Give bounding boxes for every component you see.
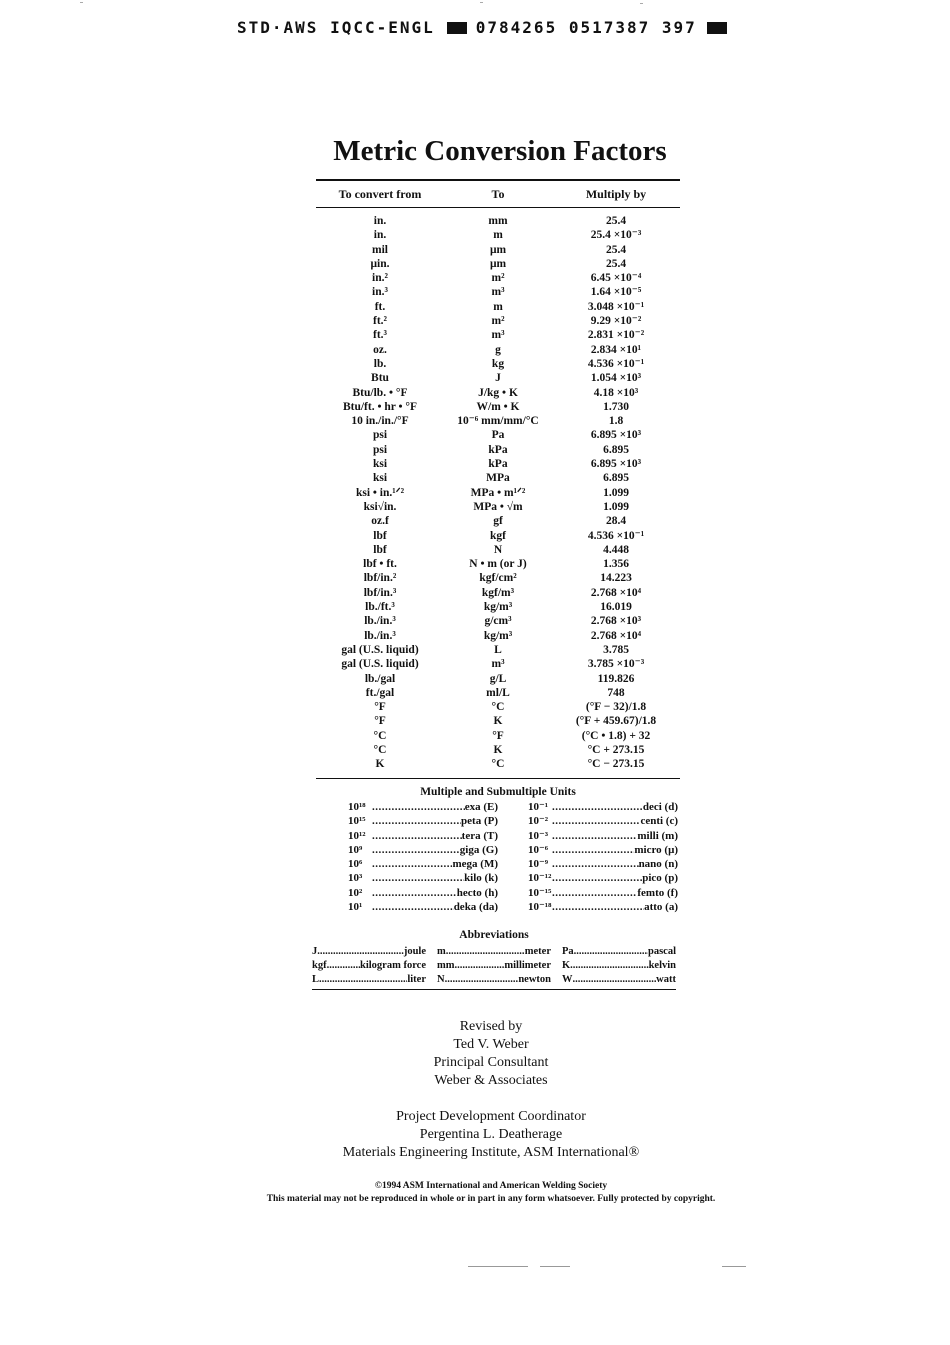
prefix-power: 10⁻¹ [528, 801, 549, 813]
from-unit: °F [374, 715, 386, 728]
from-unit: lbf [373, 529, 387, 542]
dot-leader [552, 814, 640, 828]
table-row [316, 314, 680, 328]
to-unit: N • m (or J) [469, 558, 527, 571]
prefix-power: 10⁻¹⁵ [528, 886, 552, 899]
from-unit: oz. [373, 343, 387, 356]
table-row [316, 371, 680, 385]
prefix-power: 10¹² [348, 829, 366, 842]
to-unit: m³ [491, 286, 505, 299]
multiply-factor: 25.4 [605, 215, 627, 227]
from-unit: lbf • ft. [363, 558, 397, 571]
prefix-name: nano (n) [638, 858, 678, 871]
table-row [316, 529, 680, 543]
abbreviation-row [437, 959, 551, 973]
abbreviation-row [562, 959, 676, 973]
multiply-factor: 2.768 ×10⁴ [590, 586, 642, 599]
table-row [316, 400, 680, 414]
scan-mark [480, 2, 483, 3]
to-unit: m² [491, 315, 505, 328]
to-unit: gf [493, 515, 503, 528]
from-unit: lbf/in.³ [363, 586, 397, 599]
prefix-row [528, 814, 678, 828]
to-unit: μm [489, 257, 507, 270]
from-unit: lb./in.³ [364, 615, 396, 628]
multiples-column-left [348, 800, 498, 914]
abbreviations-section [312, 928, 676, 990]
prefix-name: atto (a) [644, 901, 678, 914]
from-unit: in.² [372, 272, 388, 285]
abbreviation-symbol: N [437, 974, 445, 985]
table-row [316, 486, 680, 500]
from-unit: oz.f [371, 515, 389, 528]
multiply-factor: 1.054 ×10³ [590, 372, 642, 385]
multiply-factor: 6.895 ×10³ [590, 458, 642, 471]
abbreviation-symbol: K [562, 960, 571, 971]
dot-leader [372, 857, 452, 871]
prefix-power: 10⁻¹⁸ [528, 901, 552, 914]
black-block-mark [707, 22, 727, 34]
table-row [316, 600, 680, 614]
prefix-row [348, 886, 498, 900]
to-unit: g [495, 343, 501, 356]
dot-leader [552, 800, 643, 814]
abbreviation-symbol: W [562, 974, 573, 985]
abbreviation-row [562, 973, 676, 987]
from-unit: in.³ [372, 286, 388, 299]
to-unit: Pa [491, 429, 505, 442]
from-unit: lb./ft.³ [365, 601, 395, 614]
to-unit: μm [489, 243, 507, 256]
abbreviation-symbol: J [312, 946, 318, 957]
multiply-factor: (°C • 1.8) + 32 [581, 729, 651, 742]
multiply-factor: 6.45 ×10⁻⁴ [590, 272, 642, 285]
dot-leader [552, 829, 637, 843]
coordinator-organization: Materials Engineering Institute, ASM International® [342, 1145, 640, 1160]
prefix-power: 10⁶ [348, 858, 363, 871]
from-unit: lb. [373, 357, 387, 370]
reviser-name: Ted V. Weber [453, 1037, 529, 1052]
abbreviation-name: newton [518, 974, 551, 985]
dot-leader [455, 959, 505, 973]
table-row [316, 271, 680, 285]
prefix-name: deci (d) [642, 801, 678, 813]
to-unit: J/kg • K [478, 386, 518, 399]
prefix-name: kilo (k) [464, 872, 498, 885]
from-unit: Btu [371, 372, 389, 385]
prefix-name: giga (G) [459, 843, 498, 856]
prefix-power: 10¹ [348, 901, 363, 914]
table-row [316, 571, 680, 585]
reproduction-notice: This material may not be reproduced in whole or in part in any form whatsoever. Fully protected by copyright. [266, 1194, 716, 1204]
table-row [316, 285, 680, 299]
multiples-column-right [528, 800, 678, 914]
prefix-power: 10¹⁸ [348, 801, 366, 813]
table-row [316, 614, 680, 628]
multiple-units-heading: Multiple and Submultiple Units [420, 786, 576, 798]
abbreviation-name: watt [656, 974, 676, 985]
multiply-factor: 6.895 [603, 443, 629, 456]
dot-leader [372, 800, 465, 814]
table-row [316, 428, 680, 442]
table-row [316, 386, 680, 400]
abbreviation-symbol: Pa [562, 946, 574, 957]
from-unit: °C [373, 729, 387, 742]
dot-leader [446, 945, 525, 959]
multiply-factor: 16.019 [600, 601, 632, 614]
reviser-title: Principal Consultant [433, 1055, 549, 1070]
dot-leader [372, 871, 464, 885]
header-multiply: Multiply by [585, 187, 647, 201]
to-unit: kgf [490, 529, 506, 542]
document-code-left: STD·AWS IQCC-ENGL [237, 18, 435, 37]
to-unit: kg/m³ [483, 601, 513, 614]
prefix-name: hecto (h) [456, 886, 498, 899]
multiply-factor: 2.768 ×10³ [590, 615, 642, 628]
abbreviation-column [437, 945, 551, 987]
prefix-power: 10² [348, 886, 363, 899]
to-unit: °C [491, 758, 505, 771]
header-from: To convert from [338, 187, 422, 201]
header-to: To [491, 187, 505, 201]
from-unit: μin. [370, 257, 390, 270]
to-unit: kg [491, 357, 505, 370]
multiply-factor: 4.448 [603, 543, 629, 556]
multiply-factor: 1.099 [603, 500, 629, 513]
table-row [316, 743, 680, 757]
to-unit: ml/L [486, 686, 510, 699]
prefix-name: pico (p) [642, 872, 678, 885]
document-code-header [237, 18, 727, 37]
multiply-factor: 3.785 ×10⁻³ [587, 658, 645, 671]
prefix-row [528, 857, 678, 871]
dot-leader [552, 871, 642, 885]
prefix-row [528, 800, 678, 814]
multiply-factor: 6.895 [603, 472, 629, 485]
abbreviation-name: pascal [647, 946, 676, 957]
from-unit: lbf [373, 543, 387, 556]
coordinator-title: Project Development Coordinator [396, 1109, 586, 1124]
prefix-row [528, 900, 678, 914]
abbreviations-heading: Abbreviations [459, 929, 529, 941]
multiple-units-section [316, 785, 680, 914]
multiply-factor: (°F − 32)/1.8 [585, 701, 647, 714]
to-unit: N [493, 543, 503, 556]
multiply-factor: 1.099 [603, 486, 629, 499]
prefix-name: peta (P) [461, 815, 498, 828]
from-unit: °C [373, 743, 387, 756]
scan-mark [80, 2, 83, 3]
prefix-name: exa (E) [464, 801, 498, 813]
to-unit: L [494, 643, 502, 656]
multiply-factor: 1.730 [603, 400, 629, 413]
prefix-name: mega (M) [452, 858, 498, 871]
dot-leader [372, 886, 457, 900]
multiply-factor: 2.768 ×10⁴ [590, 629, 642, 642]
abbreviation-column [312, 945, 426, 987]
prefix-name: tera (T) [461, 829, 498, 842]
to-unit: °C [491, 701, 505, 714]
table-row [316, 557, 680, 571]
prefix-row [348, 829, 498, 843]
scan-mark [540, 1266, 570, 1267]
prefix-row [528, 829, 678, 843]
abbreviations-grid [312, 945, 676, 987]
to-unit: K [493, 743, 503, 756]
abbreviation-name: liter [407, 974, 426, 985]
dot-leader [552, 900, 644, 914]
prefix-name: femto (f) [637, 886, 678, 899]
to-unit: m [493, 300, 503, 313]
from-unit: ft.³ [373, 329, 387, 342]
to-unit: kPa [488, 458, 508, 471]
prefix-power: 10³ [348, 872, 363, 885]
to-unit: kg/m³ [483, 629, 513, 642]
prefix-row [348, 800, 498, 814]
abbreviation-name: kilogram force [360, 960, 426, 971]
from-unit: in. [373, 215, 387, 227]
dot-leader [574, 945, 648, 959]
prefix-power: 10⁻⁹ [528, 858, 549, 871]
scan-mark [468, 1266, 528, 1267]
from-unit: °F [374, 701, 386, 714]
table-row [316, 343, 680, 357]
multiply-factor: 3.785 [603, 643, 629, 656]
multiply-factor: 4.536 ×10⁻¹ [587, 529, 645, 542]
to-unit: K [493, 715, 503, 728]
multiply-factor: 25.4 [605, 257, 627, 270]
conversion-table-body [316, 214, 680, 772]
abbreviation-symbol: L [312, 974, 320, 985]
table-row [316, 300, 680, 314]
abbreviation-column [562, 945, 676, 987]
from-unit: ft./gal [365, 686, 395, 699]
abbreviation-row [312, 959, 426, 973]
abbreviation-row [437, 945, 551, 959]
conversion-table-header [316, 181, 680, 208]
multiply-factor: 9.29 ×10⁻² [590, 315, 642, 328]
conversion-table [316, 179, 680, 779]
multiply-factor: 14.223 [600, 572, 632, 585]
from-unit: lb./gal [364, 672, 396, 685]
from-unit: gal (U.S. liquid) [341, 658, 419, 671]
prefix-name: milli (m) [637, 829, 678, 842]
multiply-factor: 1.64 ×10⁻⁵ [590, 286, 642, 299]
table-row [316, 243, 680, 257]
coordinator-name: Pergentina L. Deatherage [419, 1127, 563, 1142]
dot-leader [317, 945, 404, 959]
to-unit: m [493, 229, 503, 242]
table-row [316, 729, 680, 743]
to-unit: m² [491, 272, 505, 285]
prefix-power: 10⁻² [528, 815, 549, 828]
to-unit: J [495, 372, 501, 385]
prefix-power: 10⁹ [348, 843, 363, 856]
scan-mark [722, 1266, 746, 1267]
abbreviation-symbol: m [437, 946, 446, 957]
from-unit: lb./in.³ [364, 629, 396, 642]
table-row [316, 714, 680, 728]
from-unit: lbf/in.² [363, 572, 397, 585]
abbreviation-row [437, 973, 551, 987]
copyright-line: ©1994 ASM International and American Welding Society [374, 1181, 608, 1191]
from-unit: psi [372, 429, 388, 442]
prefix-row [348, 857, 498, 871]
prefix-power: 10⁻⁶ [528, 843, 549, 856]
credits-block [0, 1018, 950, 1162]
prefix-row [528, 886, 678, 900]
dot-leader [372, 900, 454, 914]
to-unit: m³ [491, 658, 505, 671]
table-row [316, 629, 680, 643]
prefix-power: 10¹⁵ [348, 815, 366, 828]
from-unit: ksi√in. [363, 500, 397, 513]
dot-leader [552, 843, 634, 857]
from-unit: ksi • in.¹ᐟ² [355, 486, 405, 499]
from-unit: 10 in./in./°F [351, 415, 409, 428]
dot-leader [372, 829, 462, 843]
to-unit: g/L [489, 672, 507, 685]
table-row [316, 471, 680, 485]
to-unit: mm [488, 215, 508, 227]
table-row [316, 328, 680, 342]
table-row [316, 414, 680, 428]
from-unit: gal (U.S. liquid) [341, 643, 419, 656]
table-row [316, 500, 680, 514]
from-unit: psi [372, 443, 388, 456]
dot-leader [573, 973, 657, 987]
multiply-factor: 1.356 [603, 558, 629, 571]
dot-leader [552, 857, 639, 871]
multiply-factor: 4.18 ×10³ [593, 386, 639, 399]
to-unit: MPa • m¹ᐟ² [470, 486, 526, 499]
prefix-power: 10⁻³ [528, 829, 549, 842]
prefix-power: 10⁻¹² [528, 872, 552, 885]
multiply-factor: 748 [607, 686, 625, 699]
table-divider [312, 989, 676, 990]
multiply-factor: °C + 273.15 [587, 743, 645, 756]
multiply-factor: 1.8 [608, 415, 624, 428]
from-unit: in. [373, 229, 387, 242]
from-unit: Btu/lb. • °F [352, 386, 408, 399]
multiply-factor: (°F + 459.67)/1.8 [575, 715, 657, 728]
abbreviation-symbol: kgf [312, 960, 327, 971]
document-code-number: 0784265 0517387 397 [475, 18, 697, 37]
prefix-row [528, 871, 678, 885]
table-row [316, 643, 680, 657]
table-row [316, 757, 680, 771]
dot-leader [445, 973, 519, 987]
from-unit: Btu/ft. • hr • °F [342, 400, 418, 413]
dot-leader [319, 973, 407, 987]
dot-leader [372, 814, 461, 828]
to-unit: kPa [488, 443, 508, 456]
from-unit: K [375, 758, 385, 771]
multiply-factor: 4.536 ×10⁻¹ [587, 357, 645, 370]
dot-leader [372, 843, 460, 857]
abbreviation-row [312, 973, 426, 987]
prefix-name: deka (da) [453, 901, 498, 914]
from-unit: ksi [372, 472, 388, 485]
prefix-row [528, 843, 678, 857]
dot-leader [327, 959, 360, 973]
multiply-factor: 2.834 ×10¹ [590, 343, 642, 356]
table-row [316, 257, 680, 271]
multiply-factor: 25.4 ×10⁻³ [590, 229, 642, 242]
to-unit: MPa [486, 472, 510, 485]
page-title: Metric Conversion Factors [333, 135, 667, 167]
table-row [316, 543, 680, 557]
abbreviation-name: millimeter [504, 960, 551, 971]
dot-leader [570, 959, 648, 973]
from-unit: ft. [374, 300, 386, 313]
table-row [316, 457, 680, 471]
prefix-row [348, 814, 498, 828]
table-divider [316, 778, 680, 779]
table-row [316, 443, 680, 457]
revised-by-label: Revised by [459, 1019, 523, 1034]
table-row [316, 700, 680, 714]
prefix-row [348, 843, 498, 857]
scan-mark [640, 3, 643, 4]
table-row [316, 586, 680, 600]
abbreviation-name: joule [403, 946, 426, 957]
table-row [316, 514, 680, 528]
abbreviation-row [562, 945, 676, 959]
table-row [316, 214, 680, 228]
table-row [316, 657, 680, 671]
prefix-name: centi (c) [640, 815, 678, 828]
prefix-name: micro (μ) [634, 843, 678, 856]
multiply-factor: 119.826 [597, 672, 635, 685]
abbreviation-name: kelvin [648, 960, 676, 971]
multiply-factor: 6.895 ×10³ [590, 429, 642, 442]
table-row [316, 228, 680, 242]
to-unit: g/cm³ [484, 615, 512, 628]
to-unit: W/m • K [476, 400, 520, 413]
to-unit: m³ [491, 329, 505, 342]
abbreviation-row [312, 945, 426, 959]
table-row [316, 672, 680, 686]
from-unit: ft.² [373, 315, 387, 328]
from-unit: ksi [372, 458, 388, 471]
to-unit: kgf/m³ [481, 586, 515, 599]
reviser-organization: Weber & Associates [434, 1073, 548, 1088]
multiply-factor: °C − 273.15 [587, 758, 645, 771]
table-row [316, 686, 680, 700]
to-unit: °F [492, 729, 504, 742]
prefix-row [348, 900, 498, 914]
dot-leader [552, 886, 637, 900]
multiply-factor: 2.831 ×10⁻² [587, 329, 645, 342]
prefix-row [348, 871, 498, 885]
black-block-mark [447, 22, 467, 34]
to-unit: MPa • √m [473, 500, 523, 513]
copyright-notice [0, 1180, 950, 1206]
abbreviation-symbol: mm [437, 960, 455, 971]
to-unit: 10⁻⁶ mm/mm/°C [457, 415, 539, 428]
table-row [316, 357, 680, 371]
from-unit: mil [372, 243, 388, 256]
abbreviation-name: meter [524, 946, 551, 957]
multiply-factor: 3.048 ×10⁻¹ [587, 300, 645, 313]
to-unit: kgf/cm² [479, 572, 517, 585]
multiply-factor: 28.4 [605, 515, 627, 528]
multiply-factor: 25.4 [605, 243, 627, 256]
